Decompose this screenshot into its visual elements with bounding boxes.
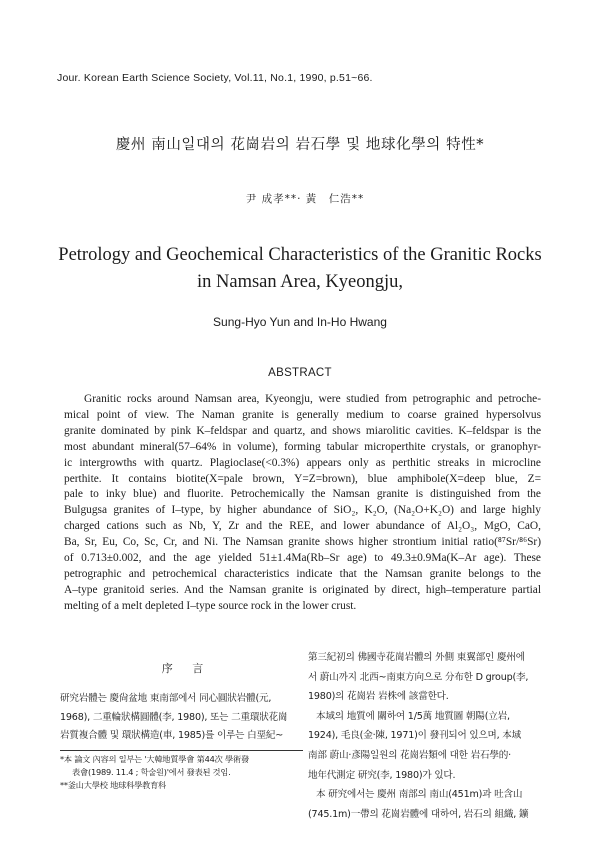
footnote-divider [60, 750, 303, 751]
body-line: 研究岩體는 慶尙盆地 東南部에서 同心圓狀岩體(元, [60, 693, 272, 704]
english-authors: Sung-Hyo Yun and In-Ho Hwang [213, 315, 387, 329]
abstract-line: Bulgugsa granites of I–type, by higher abundance of SiO₂, K₂O, (Na₂O+K₂O) and large highly [64, 504, 541, 517]
abstract-line: melting of a melt depleted I–type source rock in the lower crust. [64, 599, 357, 612]
body-line: 本 研究에서는 慶州 南部의 南山(451m)과 吐含山 [316, 789, 523, 801]
body-line: 岩質複合體 및 環狀構造(車, 1985)를 이루는 白堊紀~ [60, 730, 284, 742]
footnote-line: **釜山大學校 地球科學教育科 [60, 779, 167, 790]
body-line: 本域의 地質에 關하여 1/5萬 地質圖 朝陽(立岩, [316, 710, 510, 722]
abstract-line: A–type granitoid series. And the Namsan granite is originated by direct, high–temperature partial [64, 583, 541, 596]
body-line: 第三紀初의 佛國寺花崗岩體의 外側 東翼部인 慶州에 [308, 652, 525, 663]
abstract-body [64, 392, 541, 615]
english-title-line-1: Petrology and Geochemical Characteristics of the Granitic Rocks [58, 245, 542, 265]
abstract-line: of 0.713±0.002, and the age yielded 51±1.4Ma(Rb–Sr age) to 49.3±0.9Ma(K–Ar age). These [64, 552, 541, 565]
abstract-line: most abundant mineral(57–64% in volume), forming tabular microperthite crystals, or granophyr- [64, 440, 541, 453]
abstract-line: granite dominated by pink K–feldspar and quartz, and shows miarolitic cavities. K–feldspar is the [64, 424, 541, 437]
abstract-line: Ba, Sr, Eu, Co, Sc, Cr, and Ni. The Namsan granite shows higher strontium initial ratio(⁸⁷Sr/⁸⁶Sr) [64, 536, 541, 549]
abstract-line: Granitic rocks around Namsan area, Kyeongju, were studied from petrographic and petroche- [84, 393, 541, 405]
abstract-heading: ABSTRACT [268, 367, 332, 379]
body-line: 서 蔚山까지 北西~南東方向으로 分布한 D group(李, [308, 671, 529, 683]
abstract-line: mical point of view. The Naman granite is generally medium to coarse grained hypersolvus [64, 408, 541, 421]
abstract-line: ic intergrowths with quartz. Plagioclase(<0.3%) appears only as perthitic streaks in microcline [64, 456, 541, 469]
footnote-line: 表會(1989. 11.4 ; 학술원)'에서 發表된 것임. [72, 766, 231, 777]
abstract-line: petrographic and petrochemical characteristics indicate that the Namsan granite belongs to the [64, 567, 541, 580]
body-line: 南部 蔚山·彥陽일원의 花崗岩類에 대한 岩石學的· [308, 749, 512, 761]
body-line: 1968), 二重輪狀構圓體(李, 1980), 또는 二重環狀花崗 [60, 711, 288, 723]
korean-authors: 尹 成孝**· 黃 仁浩** [245, 193, 365, 205]
intro-heading: 序 言 [161, 662, 212, 675]
footnote-line: *本 論文 內容의 일부는 '大韓地質學會 第44次 學術發 [60, 753, 250, 764]
body-line: (745.1m)一帶의 花崗岩體에 대하여, 岩石의 組織, 鑛 [308, 808, 529, 820]
abstract-line: pale to inky blue) and fluorite. Petrochemically the Namsan granite is distinguished from the [64, 488, 541, 501]
body-line: 地年代測定 研究(李, 1980)가 있다. [308, 769, 456, 781]
body-line: 1924), 毛良(金·陳, 1971)이 發刊되어 있으며, 本域 [308, 730, 522, 742]
abstract-line: perthite. It contains biotite(X=pale brown, Y=Z=brown), blue amphibole(X=deep blue, Z= [64, 472, 541, 485]
english-title-line-2: in Namsan Area, Kyeongju, [196, 272, 404, 292]
left-column [60, 650, 305, 792]
korean-title: 慶州 南山일대의 花崗岩의 岩石學 및 地球化學의 特性* [115, 137, 485, 153]
journal-citation: Jour. Korean Earth Science Society, Vol.11, No.1, 1990, p.51~66. [57, 72, 373, 84]
right-column [308, 648, 548, 824]
english-title [0, 242, 600, 296]
abstract-line: charged cations such as Nb, Y, Zr and the REE, and lower abundance of Al₂O₃, MgO, CaO, [64, 520, 541, 533]
body-line: 1980)의 花崗岩 岩株에 該當한다. [308, 691, 449, 703]
